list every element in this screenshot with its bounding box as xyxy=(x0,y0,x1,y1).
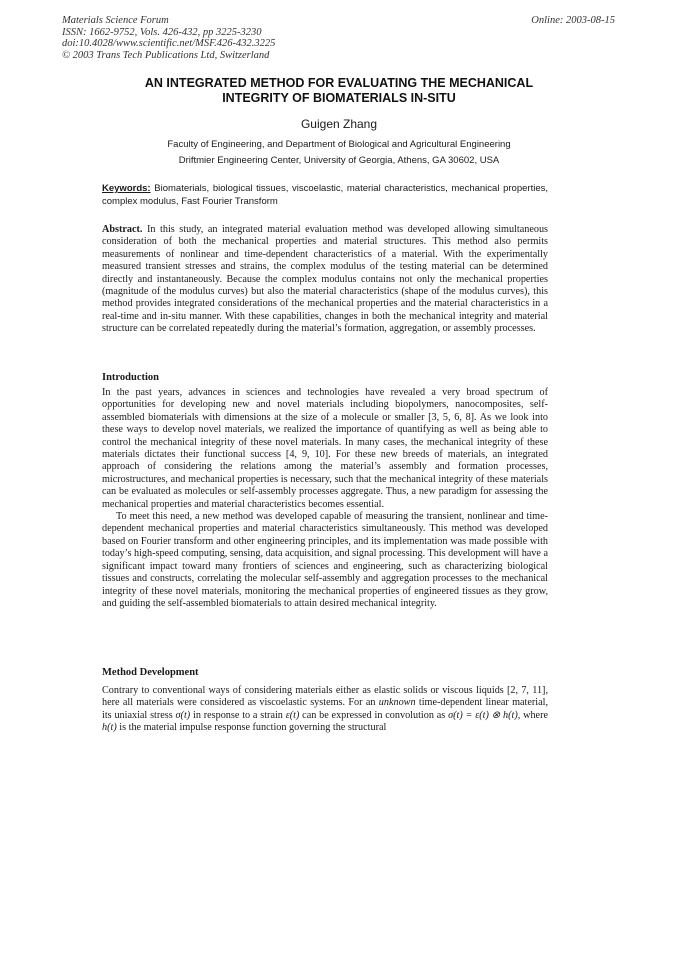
online-date: Online: 2003-08-15 xyxy=(531,15,615,26)
keywords-label: Keywords: xyxy=(102,183,151,194)
stress-symbol: σ(t) xyxy=(175,709,191,721)
impulse-response-symbol: h(t) xyxy=(102,722,117,734)
abstract-text: In this study, an integrated material evaluation method was developed allowing simultaneous consideration of both the mechanical properties and material structures. This method also permits measurements of nonlinear and time-dependent characteristics of a material. With the experimentally measured transient stresses and strains, the complex modulus of the testing material can be determined directly and instantaneously. Because the complex modulus contains not only the mechanical properties (magnitude of the modulus curves) but also the material characteristics (shape of the modulus curves), this method provides integrated considerations of the mechanical properties and the material characteristics in a real-time and in-situ manner. With these capabilities, changes in both the mechanical integrity and material structure can be correlated repeatedly during the material’s formation, aggregation, or assembly processes. xyxy=(102,224,548,335)
introduction-body xyxy=(102,387,548,610)
abstract-block xyxy=(102,224,548,336)
issn-line: ISSN: 1662-9752, Vols. 426-432, pp 3225-3230 xyxy=(62,26,262,38)
paper-title xyxy=(0,76,678,105)
introduction-paragraph-1: In the past years, advances in sciences and technologies have revealed a very broad spectrum of opportunities for developing new and novel materials including biopolymers, nanocomposites, self-assembled biomaterials with dimensions at the size of a molecule or smaller [3, 5, 6, 8]. As we look into these ways to develop novel materials, we realized the importance of quantifying as well as being able to control the mechanical integrity of these novel materials. In many cases, the mechanical integrity of these materials dictates their functional success [4, 9, 10]. For these new breeds of materials, an integrated approach of considering the relations among the material’s assembly and formation processes, microstructures, and mechanical properties is necessary, such that the mechanical integrity of these materials can be evaluated as molecules or self-assembly processes aggregate. Thus, a new paradigm for assessing the mechanical properties and material characteristics becomes essential. xyxy=(102,387,548,510)
affiliation-line-2: Driftmier Engineering Center, University of Georgia, Athens, GA 30602, USA xyxy=(178,154,500,166)
method-body xyxy=(102,685,548,735)
affiliation-line-1: Faculty of Engineering, and Department of Biological and Agricultural Engineering xyxy=(167,139,511,150)
method-text-6: is the material impulse response function governing the structural xyxy=(116,722,387,734)
method-heading: Method Development xyxy=(102,667,199,678)
affiliation xyxy=(0,137,678,168)
keywords-text: Biomaterials, biological tissues, viscoelastic, material characteristics, mechanical properties, complex modulus, Fast Fourier Transform xyxy=(102,183,548,207)
strain-symbol: ε(t) xyxy=(285,709,300,721)
method-text-5: , where xyxy=(517,709,548,721)
title-line-2: INTEGRITY OF BIOMATERIALS IN-SITU xyxy=(222,90,456,105)
method-text-1: Contrary to conventional ways of considering materials either as elastic solids or viscous liquids [2, 7, 11], here all materials were considered as viscoelastic systems. For an xyxy=(102,685,548,709)
method-emphasis: unknown xyxy=(378,697,416,709)
doi-line: doi:10.4028/www.scientific.net/MSF.426-432.3225 xyxy=(62,38,276,49)
keywords-block xyxy=(102,183,548,208)
convolution-equation: σ(t) = ε(t) ⊗ h(t) xyxy=(448,709,518,721)
introduction-heading: Introduction xyxy=(102,372,159,383)
author-name: Guigen Zhang xyxy=(300,117,378,131)
method-text-3: in response to a strain xyxy=(190,709,286,721)
introduction-paragraph-2: To meet this need, a new method was developed capable of measuring the transient, nonlinear and time-dependent mechanical properties and material characteristics simultaneously. This method was developed based on Fourier transform and other engineering principles, and its implementation was made possible with today’s high-speed computing, sensing, data acquisition, and signal processing. This development will have a significant impact toward many frontiers of sciences and engineering, such as characterizing biological tissues and constructs, correlating the molecular self-assembly and aggregation processes to the mechanical integrity of these novel materials, monitoring the mechanical properties of engineered tissues as they grow, and guiding the self-assembled biomaterials to attain desired mechanical integrity. xyxy=(102,511,548,609)
journal-header xyxy=(62,15,275,61)
abstract-label: Abstract. xyxy=(102,224,143,235)
method-text-2: time-dependent linear material, its uniaxial stress xyxy=(102,697,548,721)
journal-name: Materials Science Forum xyxy=(62,15,169,26)
method-text-4: can be expressed in convolution as xyxy=(299,709,449,721)
copyright-line: © 2003 Trans Tech Publications Ltd, Switzerland xyxy=(62,49,270,61)
title-line-1: AN INTEGRATED METHOD FOR EVALUATING THE MECHANICAL xyxy=(144,76,534,90)
